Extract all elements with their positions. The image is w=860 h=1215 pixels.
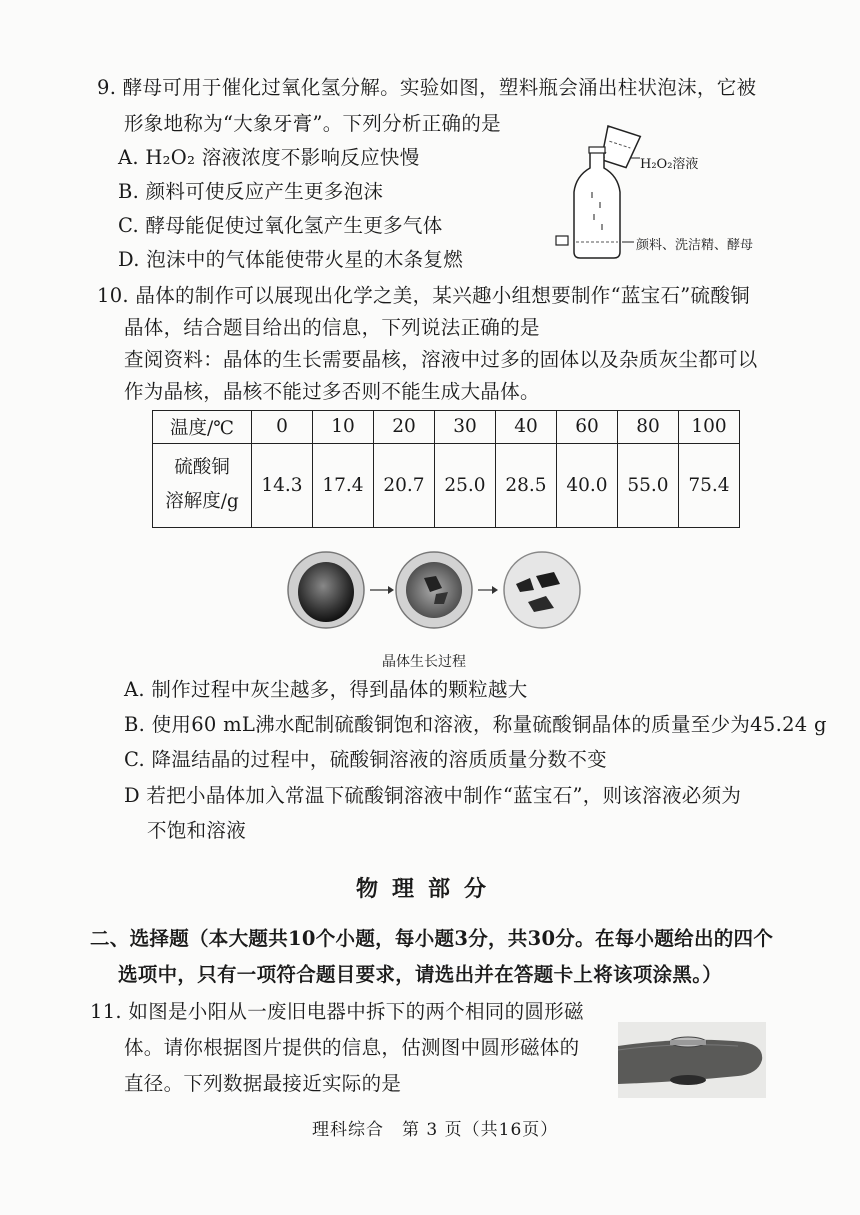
dish-1: [288, 552, 364, 628]
temp-cell: 20: [374, 411, 435, 444]
solubility-table: [152, 410, 740, 528]
crystal-figure-caption: 晶体生长过程: [382, 654, 466, 670]
q10-info-line2: 作为晶核，晶核不能过多否则不能生成大晶体。: [124, 380, 540, 403]
q10-option-d: D 若把小晶体加入常温下硫酸铜溶液中制作“蓝宝石”，则该溶液必须为: [124, 784, 742, 807]
q10-info-line1: 查阅资料：晶体的生长需要晶核，溶液中过多的固体以及杂质灰尘都可以: [124, 348, 758, 371]
temp-cell: 100: [679, 411, 740, 444]
temp-cell: 80: [618, 411, 679, 444]
solubility-cell: 75.4: [679, 443, 740, 527]
q10-option-a: A. 制作过程中灰尘越多，得到晶体的颗粒越大: [124, 678, 528, 701]
solubility-cell: 55.0: [618, 443, 679, 527]
page-footer: 理科综合 第 3 页（共16页）: [312, 1120, 559, 1140]
q9-option-a: A. H₂O₂ 溶液浓度不影响反应快慢: [118, 146, 420, 169]
temp-cell: 10: [313, 411, 374, 444]
q10-option-b: B. 使用60 mL沸水配制硫酸铜饱和溶液，称量硫酸铜晶体的质量至少为45.24 g: [124, 713, 827, 736]
solubility-cell: 14.3: [252, 443, 313, 527]
solubility-cell: 20.7: [374, 443, 435, 527]
q11-stem-line3: 直径。下列数据最接近实际的是: [124, 1072, 402, 1095]
q10-option-d-cont: 不饱和溶液: [147, 819, 247, 842]
table-row-solubility: [153, 443, 740, 527]
q9-stem-line1: 9. 酵母可用于催化过氧化氢分解。实验如图，塑料瓶会涌出柱状泡沫，它被: [97, 76, 757, 99]
table-row-temperature: [153, 411, 740, 444]
solubility-cell: 25.0: [435, 443, 496, 527]
q10-option-c: C. 降温结晶的过程中，硫酸铜溶液的溶质质量分数不变: [124, 748, 607, 771]
temp-cell: 60: [557, 411, 618, 444]
q9-figure-label-top: H₂O₂溶液: [640, 157, 699, 172]
solubility-cell: 40.0: [557, 443, 618, 527]
q9-option-c: C. 酵母能促使过氧化氢产生更多气体: [118, 214, 443, 237]
magnet-photo: [618, 1022, 766, 1098]
header-cell-solubility: [153, 443, 252, 527]
crystal-growth-figure: [284, 548, 584, 638]
solubility-cell: 28.5: [496, 443, 557, 527]
solubility-cell: 17.4: [313, 443, 374, 527]
physics-section-heading: 物理部分: [356, 876, 501, 902]
q9-option-d: D. 泡沫中的气体能使带火星的木条复燃: [118, 248, 464, 271]
q9-figure-label-bottom: 颜料、洗洁精、酵母: [636, 238, 754, 253]
temp-cell: 30: [435, 411, 496, 444]
q11-stem-line2: 体。请你根据图片提供的信息，估测图中圆形磁体的: [124, 1036, 580, 1059]
q9-stem-line2: 形象地称为“大象牙膏”。下列分析正确的是: [124, 112, 501, 135]
row-label-line1: 硫酸铜: [174, 457, 230, 479]
row-label-line2: 溶解度/g: [165, 491, 239, 513]
q10-stem-line2: 晶体，结合题目给出的信息，下列说法正确的是: [124, 316, 540, 339]
header-cell-temperature: 温度/℃: [153, 411, 252, 444]
temp-cell: 0: [252, 411, 313, 444]
q10-stem-line1: 10. 晶体的制作可以展现出化学之美，某兴趣小组想要制作“蓝宝石”硫酸铜: [97, 284, 750, 307]
q9-option-b: B. 颜料可使反应产生更多泡沫: [118, 180, 384, 203]
q11-stem-line1: 11. 如图是小阳从一废旧电器中拆下的两个相同的圆形磁: [90, 1000, 584, 1023]
section-instruction-line1: 二、选择题（本大题共10个小题，每小题3分，共30分。在每小题给出的四个: [90, 927, 774, 950]
dish-3: [504, 552, 580, 628]
section-instruction-line2: 选项中，只有一项符合题目要求，请选出并在答题卡上将该项涂黑。）: [118, 963, 723, 986]
dish-2: [396, 552, 472, 628]
temp-cell: 40: [496, 411, 557, 444]
